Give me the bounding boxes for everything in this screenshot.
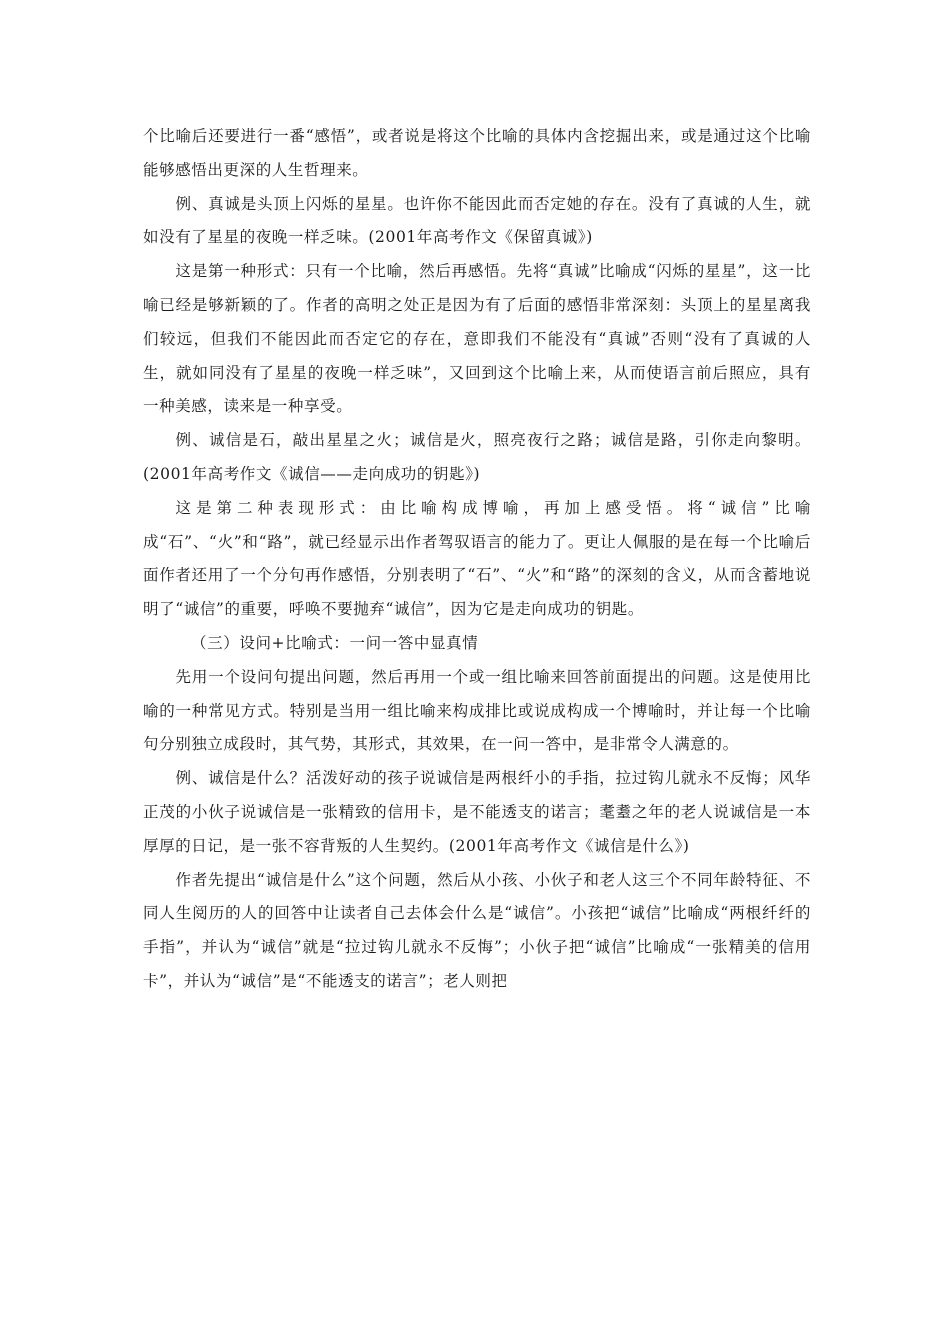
example-paragraph-sincerity: 例、真诚是头顶上闪烁的星星。也许你不能因此而否定她的存在。没有了真诚的人生，就如没有了星星的夜晚一样乏味。(2001年高考作文《保留真诚》): [143, 194, 811, 247]
example-paragraph-what-is-integrity: 例、诚信是什么？活泼好动的孩子说诚信是两根纤小的手指，拉过钩儿就永不反悔；风华正茂的小伙子说诚信是一张精致的信用卡，是不能透支的诺言；耄耋之年的老人说诚信是一本厚厚的日记，是一张不容背叛的人生契约。(2001年高考作文《诚信是什么》): [143, 769, 811, 855]
analysis-paragraph-form-three: 作者先提出“诚信是什么”这个问题，然后从小孩、小伙子和老人这三个不同年龄特征、不同人生阅历的人的回答中让读者自己去体会什么是“诚信”。小孩把“诚信”比喻成“两根纤纤的手指”，并认为“诚信”就是“拉过钩儿就永不反悔”；小伙子把“诚信”比喻成“一张精美的信用卡”，并认为“诚信”是“不能透支的诺言”；老人则把: [143, 870, 811, 990]
intro-paragraph-question-metaphor: 先用一个设问句提出问题，然后再用一个或一组比喻来回答前面提出的问题。这是使用比喻的一种常见方式。特别是当用一组比喻来构成排比或说成构成一个博喻时，并让每一个比喻句分别独立成段时，其气势，其形式，其效果，在一问一答中，是非常令人满意的。: [143, 667, 811, 754]
analysis-paragraph-form-one: 这是第一种形式：只有一个比喻，然后再感悟。先将“真诚”比喻成“闪烁的星星”，这一比喻已经是够新颖的了。作者的高明之处正是因为有了后面的感悟非常深刻：头顶上的星星离我们较远，但我们不能因此而否定它的存在，意即我们不能没有“真诚”否则“没有了真诚的人生，就如同没有了星星的夜晚一样乏味”，又回到这个比喻上来，从而使语言前后照应，具有一种美感，读来是一种享受。: [143, 262, 811, 416]
document-body: [143, 120, 811, 999]
analysis-paragraph-form-two: 这是第二种表现形式：由比喻构成博喻，再加上感受悟。将“诚信”比喻成“石”、“火”和“路”，就已经显示出作者驾驭语言的能力了。更让人佩服的是在每一个比喻后面作者还用了一个分句再作感悟，分别表明了“石”、“火”和“路”的深刻的含义，从而含蓄地说明了“诚信”的重要，呼唤不要抛弃“诚信”，因为它是走向成功的钥匙。: [143, 498, 811, 619]
paragraph-continuation: 个比喻后还要进行一番“感悟”，或者说是将这个比喻的具体内含挖掘出来，或是通过这个比喻能够感悟出更深的人生哲理来。: [143, 127, 811, 179]
section-heading-three: （三）设问+比喻式：一问一答中显真情: [191, 633, 479, 652]
example-paragraph-integrity-stone: 例、诚信是石，敲出星星之火；诚信是火，照亮夜行之路；诚信是路，引你走向黎明。(2001年高考作文《诚信——走向成功的钥匙》): [143, 431, 811, 483]
